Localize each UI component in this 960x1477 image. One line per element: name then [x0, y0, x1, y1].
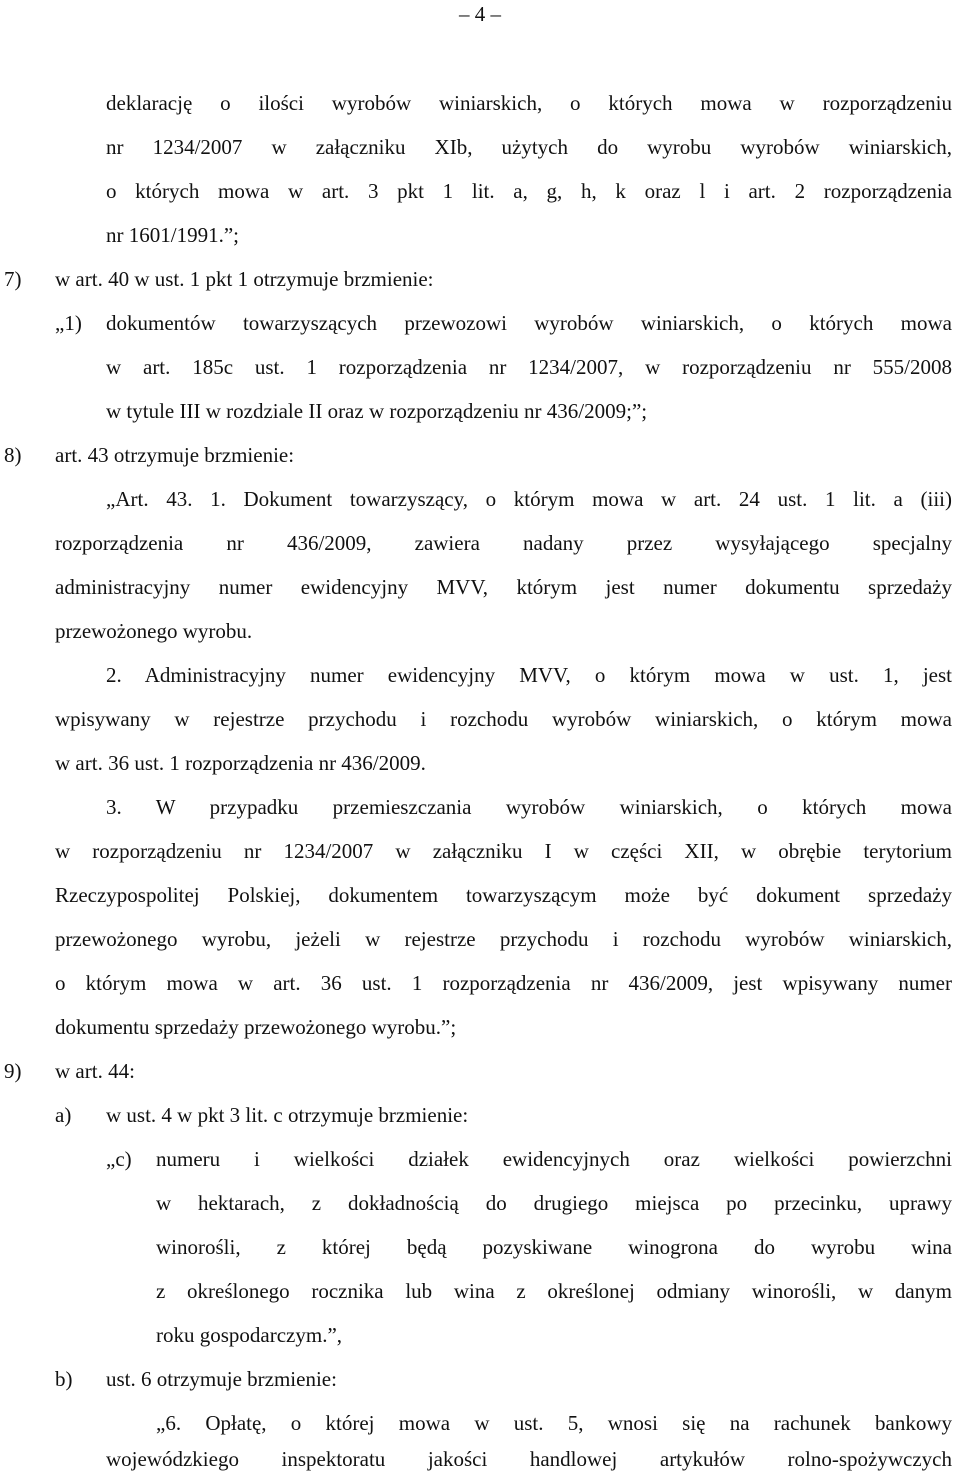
text-line: roku gospodarczym.”,: [156, 1323, 343, 1347]
text-line: nr 1601/1991.”;: [106, 223, 239, 247]
text-line: z określonego rocznika lub wina z określonej odmiany winorośli, w danym: [156, 1279, 952, 1303]
text-line: w tytule III w rozdziale II oraz w rozporządzeniu nr 436/2009;”;: [106, 399, 648, 423]
text-line: w hektarach, z dokładnością do drugiego miejsca po przecinku, uprawy: [156, 1191, 952, 1215]
text-line: w art. 36 ust. 1 rozporządzenia nr 436/2009.: [55, 751, 426, 775]
text-line: dokumentu sprzedaży przewożonego wyrobu.”;: [55, 1015, 457, 1039]
text-line: o których mowa w art. 3 pkt 1 lit. a, g, h, k oraz l i art. 2 rozporządzenia: [106, 179, 952, 203]
item-letter: b): [55, 1367, 73, 1391]
text-line: 2. Administracyjny numer ewidencyjny MVV, o którym mowa w ust. 1, jest: [106, 663, 952, 687]
text-line: art. 43 otrzymuje brzmienie:: [55, 443, 295, 467]
text-line: wpisywany w rejestrze przychodu i rozchodu wyrobów winiarskich, o którym mowa: [55, 707, 952, 731]
item-number: 7): [4, 267, 22, 291]
text-line: nr 1234/2007 w załączniku XIb, użytych do wyrobu wyrobów winiarskich,: [106, 135, 952, 159]
text-line: w ust. 4 w pkt 3 lit. c otrzymuje brzmienie:: [106, 1103, 469, 1127]
item-number: 8): [4, 443, 22, 467]
text-line: rozporządzenia nr 436/2009, zawiera nadany przez wysyłającego specjalny: [55, 531, 952, 555]
text-line: przewożonego wyrobu, jeżeli w rejestrze przychodu i rozchodu wyrobów winiarskich,: [55, 927, 952, 951]
text-line: winorośli, z której będą pozyskiwane winogrona do wyrobu wina: [156, 1235, 952, 1259]
text-line: przewożonego wyrobu.: [55, 619, 253, 643]
text-line: „6. Opłatę, o której mowa w ust. 5, wnosi się na rachunek bankowy: [156, 1411, 952, 1435]
item-letter: a): [55, 1103, 72, 1127]
text-line: Rzeczypospolitej Polskiej, dokumentem towarzyszącym może być dokument sprzedaży: [55, 883, 952, 907]
text-line: deklarację o ilości wyrobów winiarskich, o których mowa w rozporządzeniu: [106, 91, 952, 115]
text-line: wojewódzkiego inspektoratu jakości handlowej artykułów rolno-spożywczych: [106, 1447, 952, 1471]
item-letter: „c): [106, 1147, 132, 1171]
text-line: w rozporządzeniu nr 1234/2007 w załączniku I w części XII, w obrębie terytorium: [55, 839, 952, 863]
page-number: – 4 –: [459, 2, 501, 26]
text-line: 3. W przypadku przemieszczania wyrobów winiarskich, o których mowa: [106, 795, 952, 819]
item-number: 9): [4, 1059, 22, 1083]
text-line: o którym mowa w art. 36 ust. 1 rozporządzenia nr 436/2009, jest wpisywany numer: [55, 971, 952, 995]
text-line: w art. 44:: [55, 1059, 135, 1083]
item-number: „1): [55, 311, 82, 335]
text-line: ust. 6 otrzymuje brzmienie:: [106, 1367, 337, 1391]
text-line: dokumentów towarzyszących przewozowi wyrobów winiarskich, o których mowa: [106, 311, 952, 335]
text-line: w art. 40 w ust. 1 pkt 1 otrzymuje brzmienie:: [55, 267, 434, 291]
text-line: administracyjny numer ewidencyjny MVV, którym jest numer dokumentu sprzedaży: [55, 575, 952, 599]
text-line: numeru i wielkości działek ewidencyjnych oraz wielkości powierzchni: [156, 1147, 952, 1171]
text-line: w art. 185c ust. 1 rozporządzenia nr 1234/2007, w rozporządzeniu nr 555/2008: [106, 355, 952, 379]
text-line: „Art. 43. 1. Dokument towarzyszący, o którym mowa w art. 24 ust. 1 lit. a (iii): [106, 487, 952, 511]
